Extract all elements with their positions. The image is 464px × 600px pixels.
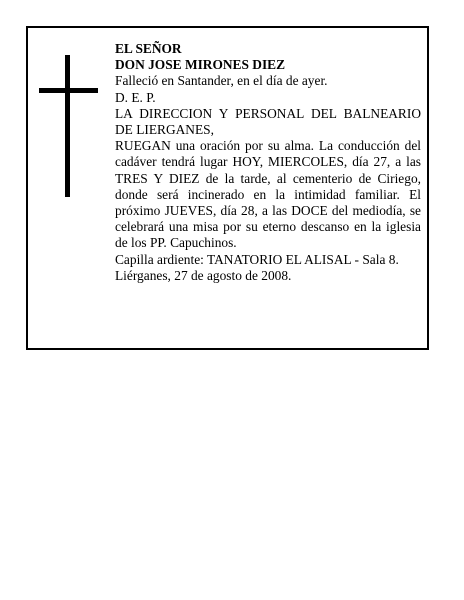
notice-text (115, 41, 421, 284)
notice-chapel: Capilla ardiente: TANATORIO EL ALISAL - Sala 8. (115, 251, 399, 267)
notice-death-statement: Falleció en Santander, en el día de ayer. (115, 73, 328, 89)
cross-vertical-bar (65, 55, 70, 197)
cross-horizontal-bar (39, 88, 98, 93)
notice-senders: LA DIRECCION Y PERSONAL DEL BALNEARIO DE LIERGANES, (115, 105, 421, 138)
obituary-notice (26, 26, 429, 350)
notice-heading-title: EL SEÑOR (115, 41, 182, 56)
notice-rip: D. E. P. (115, 89, 156, 105)
cross-icon (39, 55, 98, 197)
notice-body: RUEGAN una oración por su alma. La conducción del cadáver tendrá lugar HOY, MIERCOLES, día 27, a las TRES Y DIEZ de la tarde, al cementerio de Ciriego, donde será incinerado en la intimidad familiar. El próximo JUEVES, día 28, a las DOCE del mediodía, se celebrará una misa por su eterno descanso en la iglesia de los PP. Capuchinos. (115, 138, 421, 251)
notice-place-date: Liérganes, 27 de agosto de 2008. (115, 267, 292, 283)
notice-deceased-name: DON JOSE MIRONES DIEZ (115, 57, 286, 73)
